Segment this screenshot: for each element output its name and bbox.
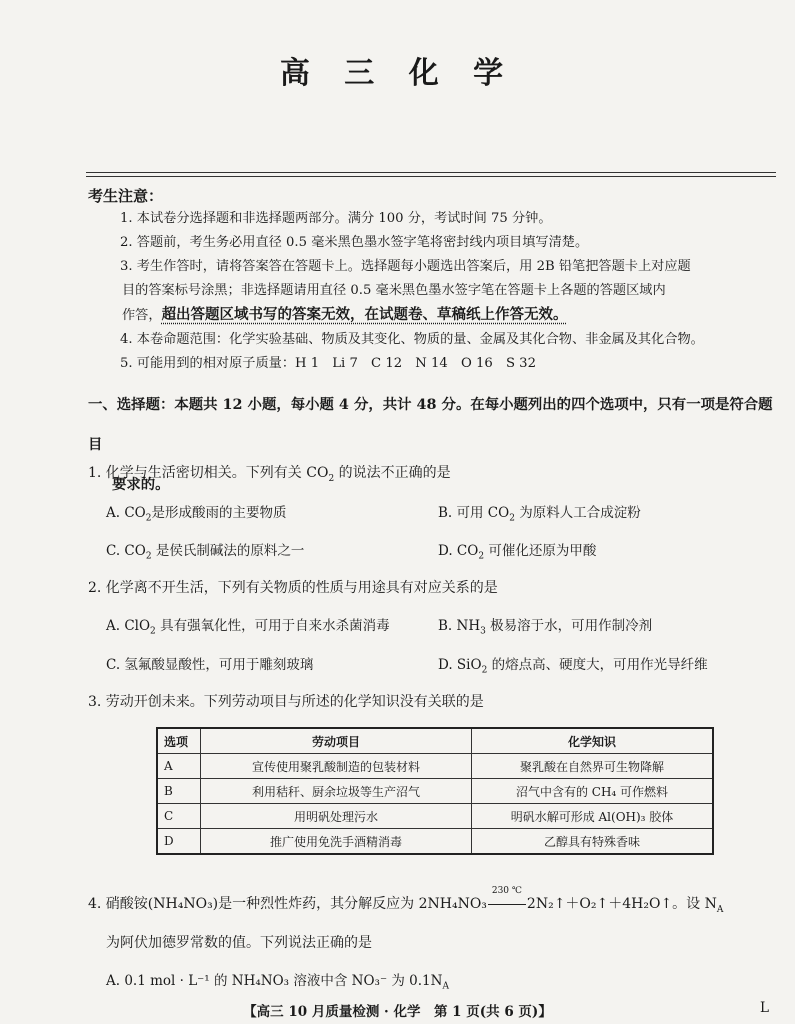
header-divider-2: [86, 176, 776, 177]
question-1-option-d: D. $CO_2$ 可催化还原为甲酸: [438, 543, 597, 562]
question-1-stem: 1. 化学与生活密切相关。下列有关 $CO_2$ 的说法不正确的是: [88, 465, 451, 484]
page-footer: 【高三 10 月质量检测 · 化学 第 1 页(共 6 页)】: [243, 1004, 552, 1020]
notice-list: [120, 207, 780, 376]
notice-item-warning: 作答，超出答题区域书写的答案无效，在试题卷、草稿纸上作答无效。: [122, 306, 568, 323]
table-row: C 用明矾处理污水 明矾水解可形成 Al(OH)₃ 胶体: [157, 804, 713, 829]
section-heading: 一、选择题：本题共 12 小题，每小题 4 分，共计 48 分。在每小题列出的四个选项中，只有一项是符合题目 要求的。: [88, 396, 773, 493]
page-title: 高 三 化 学: [279, 56, 516, 91]
table-header-row: [157, 728, 713, 754]
table-header: 化学知识: [472, 728, 714, 754]
notice-item: 1. 本试卷分选择题和非选择题两部分。满分 100 分，考试时间 75 分钟。: [120, 211, 552, 226]
notice-item: 4. 本卷命题范围：化学实验基础、物质及其变化、物质的量、金属及其化合物、非金属及其化合物。: [120, 332, 704, 347]
notice-item: 5. 可能用到的相对原子质量：H 1 Li 7 C 12 N 14 O 16 S 32: [120, 356, 536, 371]
question-2-option-b: B. $NH_3$ 极易溶于水，可用作制冷剂: [438, 618, 653, 637]
table-row: D 推广使用免洗手酒精消毒 乙醇具有特殊香味: [157, 829, 713, 855]
notice-item: 目的答案标号涂黑；非选择题请用直径 0.5 毫米黑色墨水签字笔在答题卡上各题的答题区域内: [122, 283, 666, 298]
notice-heading: 考生注意：: [88, 187, 164, 205]
table-row: B 利用秸秆、厨余垃圾等生产沼气 沼气中含有的 CH₄ 可作燃料: [157, 779, 713, 804]
reaction-condition: 230 ℃: [491, 886, 522, 896]
table-row: A 宣传使用聚乳酸制造的包装材料 聚乳酸在自然界可生物降解: [157, 754, 713, 779]
question-3-stem: 3. 劳动开创未来。下列劳动项目与所述的化学知识没有关联的是: [88, 694, 484, 710]
question-1-option-b: B. 可用 $CO_2$ 为原料人工合成淀粉: [438, 505, 641, 524]
notice-item: 3. 考生作答时，请将答案答在答题卡上。选择题每小题选出答案后，用 2B 铅笔把答题卡上对应题: [120, 259, 691, 274]
table-header: 劳动项目: [201, 728, 472, 754]
corner-mark: L: [760, 1000, 769, 1016]
question-4-option-a: A. 0.1 mol · L⁻¹ 的 NH₄NO₃ 溶液中含 NO₃⁻ 为 $0.1N_A$: [106, 973, 449, 992]
question-4-line2: 为阿伏加德罗常数的值。下列说法正确的是: [106, 935, 372, 951]
question-1-option-a: A. $CO_2$是形成酸雨的主要物质: [106, 505, 287, 524]
question-2-option-a: A. ClO$_2$ 具有强氧化性，可用于自来水杀菌消毒: [106, 618, 390, 637]
question-3-table: [156, 727, 714, 855]
table-header: 选项: [157, 728, 201, 754]
reaction-arrow: [487, 886, 527, 912]
question-1-option-c: C. $CO_2$ 是侯氏制碱法的原料之一: [106, 543, 305, 562]
warning-emphasis: 超出答题区域书写的答案无效，在试题卷、草稿纸上作答无效。: [161, 306, 568, 323]
question-4-stem: 4. 硝酸铵(NH₄NO₃)是一种烈性炸药，其分解反应为 2NH₄NO₃ 230 ℃ 2N₂↑＋O₂↑＋4H₂O↑。设 $N_A$: [88, 886, 724, 915]
notice-item: 2. 答题前，考生务必用直径 0.5 毫米黑色墨水签字笔将密封线内项目填写清楚。: [120, 235, 589, 250]
question-2-option-d: D. SiO$_2$ 的熔点高、硬度大，可用作光导纤维: [438, 657, 708, 676]
header-divider: [86, 172, 776, 173]
question-2-option-c: C. 氢氟酸显酸性，可用于雕刻玻璃: [106, 657, 314, 673]
question-2-stem: 2. 化学离不开生活，下列有关物质的性质与用途具有对应关系的是: [88, 580, 498, 596]
